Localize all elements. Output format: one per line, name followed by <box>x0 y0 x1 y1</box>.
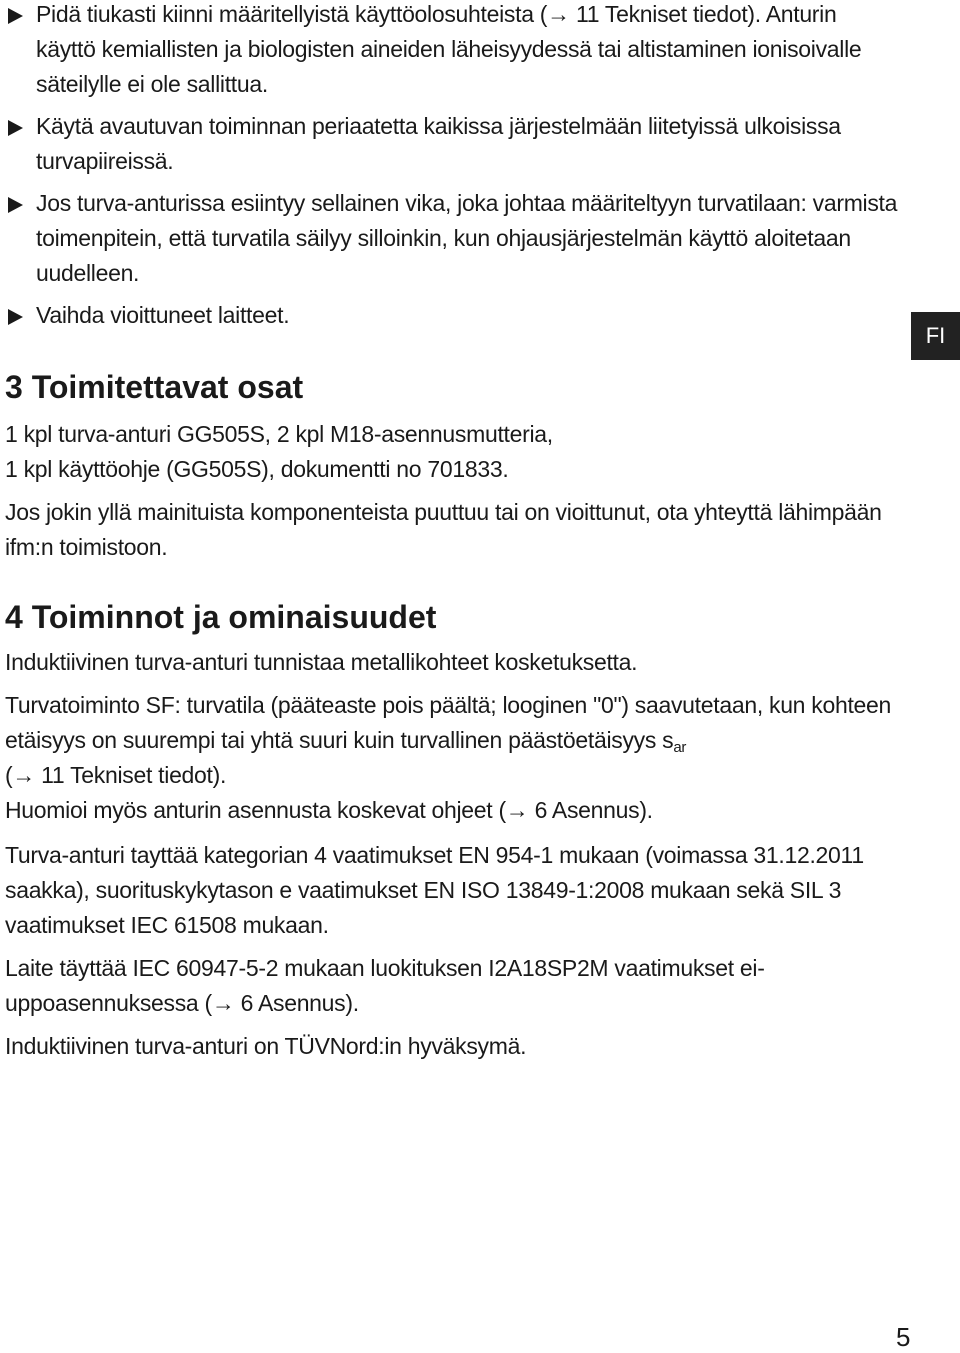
document-body <box>5 0 900 1064</box>
subscript: ar <box>673 739 687 756</box>
bullet-item <box>5 298 900 333</box>
paragraph: Jos jokin yllä mainituista komponenteista puuttuu tai on vioittunut, ota yhteyttä lähimpään ifm:n toimistoon. <box>5 499 882 560</box>
bullet-triangle-icon <box>8 120 23 136</box>
language-label: FI <box>925 323 946 348</box>
bullet-text: Käytä avautuvan toiminnan periaatetta kaikissa järjestelmään liitetyissä ulkoisissa turvapiireissä. <box>36 113 841 174</box>
paragraph: Laite täyttää IEC 60947-5-2 mukaan luokituksen I2A18SP2M vaatimukset ei-uppoasennuksessa (→ 6 Asennus). <box>5 955 765 1016</box>
bullet-item <box>5 0 900 102</box>
page-number: 5 <box>896 1322 911 1352</box>
paragraph: Turva-anturi tayttää kategorian 4 vaatimukset EN 954-1 mukaan (voimassa 31.12.2011 saakka), suorituskykytason e vaatimukset EN ISO 13849-1:2008 mukaan sekä SIL 3 vaatimukset IEC 61508 mukaan. <box>5 842 864 938</box>
bullet-text: Pidä tiukasti kiinni määritellyistä käyttöolosuhteista (→ 11 Tekniset tiedot). Anturin käyttö kemiallisten ja biologisten aineiden läheisyydessä tai altistaminen ionisoivalle säteilylle ei ole sallittua. <box>36 1 862 97</box>
section-heading: 3 Toimitettavat osat <box>5 369 304 405</box>
bullet-item <box>5 186 900 291</box>
language-tab <box>911 312 960 360</box>
section-heading: 4 Toiminnot ja ominaisuudet <box>5 599 437 635</box>
text-line: 1 kpl turva-anturi GG505S, 2 kpl M18-asennusmutteria, <box>5 421 553 447</box>
text-line: 1 kpl käyttöohje (GG505S), dokumentti no 701833. <box>5 456 509 482</box>
bullet-item <box>5 109 900 179</box>
text-run: Turvatoiminto SF: turvatila (pääteaste pois päältä; looginen "0") saavutetaan, kun kohteen etäisyys on suurempi tai yhtä suuri kuin turvallinen päästöetäisyys s <box>5 692 892 753</box>
bullet-text: Jos turva-anturissa esiintyy sellainen vika, joka johtaa määriteltyyn turvatilaan: varmista toimenpitein, että turvatila säilyy silloinkin, kun ohjausjärjestelmän käyttö aloitetaan uudelleen. <box>36 190 898 286</box>
paragraph <box>5 417 900 487</box>
paragraph <box>5 688 900 793</box>
text-run: (→ 11 Tekniset tiedot). <box>5 762 227 788</box>
paragraph: Induktiivinen turva-anturi tunnistaa metallikohteet kosketuksetta. <box>5 649 638 675</box>
bullet-triangle-icon <box>8 197 23 213</box>
bullet-text: Vaihda vioittuneet laitteet. <box>36 302 290 328</box>
bullet-triangle-icon <box>8 309 23 325</box>
paragraph: Induktiivinen turva-anturi on TÜVNord:in hyväksymä. <box>5 1033 527 1059</box>
bullet-triangle-icon <box>8 8 23 24</box>
paragraph: Huomioi myös anturin asennusta koskevat ohjeet (→ 6 Asennus). <box>5 797 653 823</box>
